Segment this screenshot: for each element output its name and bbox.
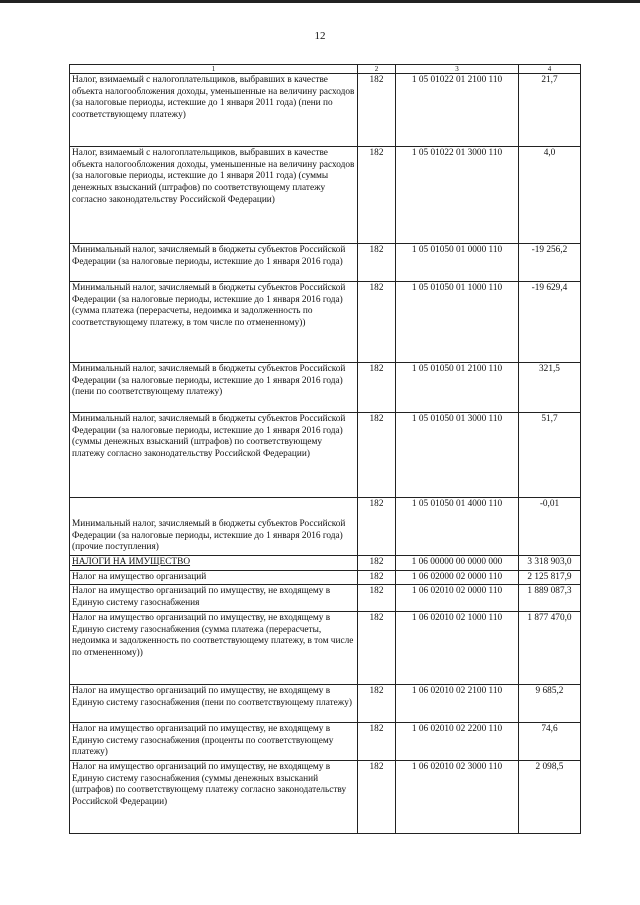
table-row xyxy=(70,556,581,571)
table-row xyxy=(70,684,581,722)
row-admin-code: 182 xyxy=(358,570,396,585)
row-admin-code: 182 xyxy=(358,244,396,282)
row-admin-code: 182 xyxy=(358,282,396,363)
table-row xyxy=(70,244,581,282)
row-description: Налог на имущество организаций по имуществу, не входящему в Единую систему газоснабжения (проценты по соответствующему платежу) xyxy=(70,722,358,760)
row-amount: 321,5 xyxy=(519,363,581,413)
row-admin-code: 182 xyxy=(358,760,396,833)
row-admin-code: 182 xyxy=(358,74,396,147)
row-admin-code: 182 xyxy=(358,498,396,556)
row-amount: -19 629,4 xyxy=(519,282,581,363)
row-description: Минимальный налог, зачисляемый в бюджеты субъектов Российской Федерации (за налоговые периоды, истекшие до 1 января 2016 года) (суммы денежных взысканий (штрафов) по соответствующему платежу согласно законодательству Российской Федерации) xyxy=(70,413,358,498)
row-amount: 2 098,5 xyxy=(519,760,581,833)
row-description: Налог на имущество организаций по имуществу, не входящему в Единую систему газоснабжения (суммы денежных взысканий (штрафов) по соответствующему платежу согласно законодательству Российской Федерации) xyxy=(70,760,358,833)
row-budget-code: 1 06 02010 02 2100 110 xyxy=(396,684,519,722)
row-description: Налог на имущество организаций по имуществу, не входящему в Единую систему газоснабжения xyxy=(70,585,358,611)
row-description: Минимальный налог, зачисляемый в бюджеты субъектов Российской Федерации (за налоговые периоды, истекшие до 1 января 2016 года) (прочие поступления) xyxy=(70,498,358,556)
row-description: Налог, взимаемый с налогоплательщиков, выбравших в качестве объекта налогообложения доходы, уменьшенные на величину расходов (за налоговые периоды, истекшие до 1 января 2011 года) (пени по соответствующему платежу) xyxy=(70,74,358,147)
row-amount: 21,7 xyxy=(519,74,581,147)
row-admin-code: 182 xyxy=(358,611,396,684)
row-admin-code: 182 xyxy=(358,722,396,760)
row-amount: 51,7 xyxy=(519,413,581,498)
page-number: 12 xyxy=(314,30,326,42)
table-row xyxy=(70,363,581,413)
row-budget-code: 1 06 02010 02 0000 110 xyxy=(396,585,519,611)
section-heading: НАЛОГИ НА ИМУЩЕСТВО xyxy=(70,556,358,571)
row-description: Налог на имущество организаций по имуществу, не входящему в Единую систему газоснабжения (пени по соответствующему платежу) xyxy=(70,684,358,722)
revenue-table xyxy=(69,64,581,834)
row-description: Налог на имущество организаций по имуществу, не входящему в Единую систему газоснабжения (сумма платежа (перерасчеты, недоимка и задолженность по соответствующему платежу, в том числе по отмененному)) xyxy=(70,611,358,684)
row-budget-code: 1 05 01050 01 0000 110 xyxy=(396,244,519,282)
table-row xyxy=(70,585,581,611)
table-row xyxy=(70,282,581,363)
row-budget-code: 1 05 01022 01 2100 110 xyxy=(396,74,519,147)
row-admin-code: 182 xyxy=(358,585,396,611)
row-budget-code: 1 06 02000 02 0000 110 xyxy=(396,570,519,585)
table-row xyxy=(70,722,581,760)
row-budget-code: 1 06 02010 02 2200 110 xyxy=(396,722,519,760)
row-amount: 9 685,2 xyxy=(519,684,581,722)
top-border-line xyxy=(0,0,640,3)
row-description: Минимальный налог, зачисляемый в бюджеты субъектов Российской Федерации (за налоговые периоды, истекшие до 1 января 2016 года) (сумма платежа (перерасчеты, недоимка и задолженность по соответствующему платежу, в том числе по отмененному)) xyxy=(70,282,358,363)
row-budget-code: 1 06 00000 00 0000 000 xyxy=(396,556,519,571)
row-budget-code: 1 06 02010 02 1000 110 xyxy=(396,611,519,684)
row-amount: 1 877 470,0 xyxy=(519,611,581,684)
table-header-row xyxy=(70,65,581,74)
row-admin-code: 182 xyxy=(358,413,396,498)
row-description: Минимальный налог, зачисляемый в бюджеты субъектов Российской Федерации (за налоговые периоды, истекшие до 1 января 2016 года) xyxy=(70,244,358,282)
table-row xyxy=(70,570,581,585)
table-row xyxy=(70,611,581,684)
table-row xyxy=(70,413,581,498)
table-row xyxy=(70,760,581,833)
row-amount: 74,6 xyxy=(519,722,581,760)
table-row xyxy=(70,498,581,556)
row-amount: 2 125 817,9 xyxy=(519,570,581,585)
row-admin-code: 182 xyxy=(358,147,396,244)
row-budget-code: 1 05 01050 01 4000 110 xyxy=(396,498,519,556)
row-description: Налог, взимаемый с налогоплательщиков, выбравших в качестве объекта налогообложения доходы, уменьшенные на величину расходов (за налоговые периоды, истекшие до 1 января 2011 года) (суммы денежных взысканий (штрафов) по соответствующему платежу согласно законодательству Российской Федерации) xyxy=(70,147,358,244)
row-budget-code: 1 05 01050 01 3000 110 xyxy=(396,413,519,498)
row-amount: -19 256,2 xyxy=(519,244,581,282)
table-row xyxy=(70,147,581,244)
row-description: Минимальный налог, зачисляемый в бюджеты субъектов Российской Федерации (за налоговые периоды, истекшие до 1 января 2016 года) (пени по соответствующему платежу) xyxy=(70,363,358,413)
column-number-4: 4 xyxy=(519,65,581,74)
row-budget-code: 1 06 02010 02 3000 110 xyxy=(396,760,519,833)
row-budget-code: 1 05 01050 01 1000 110 xyxy=(396,282,519,363)
row-amount: 4,0 xyxy=(519,147,581,244)
row-admin-code: 182 xyxy=(358,556,396,571)
table-row xyxy=(70,74,581,147)
row-admin-code: 182 xyxy=(358,684,396,722)
row-amount: -0,01 xyxy=(519,498,581,556)
column-number-2: 2 xyxy=(358,65,396,74)
row-amount: 3 318 903,0 xyxy=(519,556,581,571)
row-budget-code: 1 05 01022 01 3000 110 xyxy=(396,147,519,244)
row-budget-code: 1 05 01050 01 2100 110 xyxy=(396,363,519,413)
row-admin-code: 182 xyxy=(358,363,396,413)
column-number-3: 3 xyxy=(396,65,519,74)
column-number-1: 1 xyxy=(70,65,358,74)
row-description: Налог на имущество организаций xyxy=(70,570,358,585)
row-amount: 1 889 087,3 xyxy=(519,585,581,611)
